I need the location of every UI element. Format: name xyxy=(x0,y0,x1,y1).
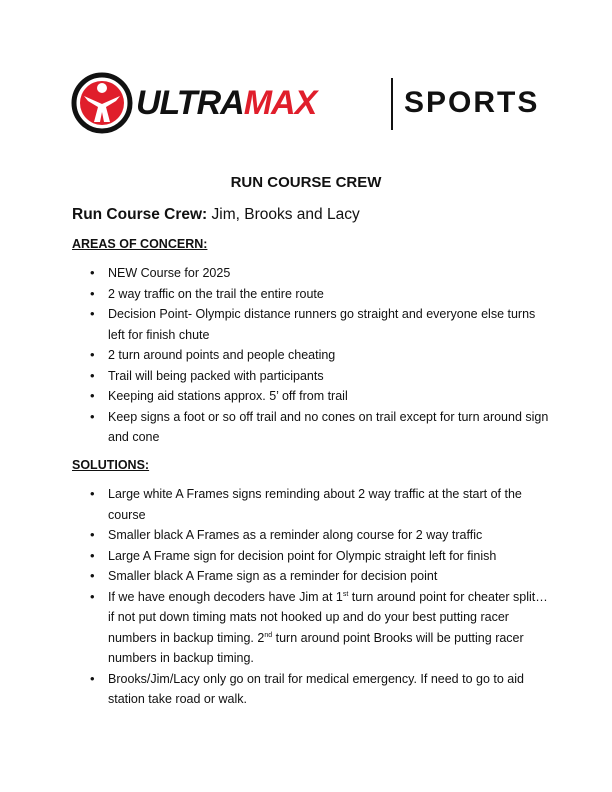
list-item: • Smaller black A Frame sign as a reminder for decision point xyxy=(90,566,550,587)
list-item: • Keeping aid stations approx. 5’ off from trail xyxy=(90,386,550,407)
list-item: • Trail will being packed with participants xyxy=(90,366,550,387)
crew-label: Run Course Crew: xyxy=(72,206,208,223)
list-item: • Large A Frame sign for decision point for Olympic straight left for finish xyxy=(90,546,550,567)
list-item: • Keep signs a foot or so off trail and no cones on trail except for turn around sign and cone xyxy=(90,407,550,448)
list-item: • Large white A Frames signs reminding about 2 way traffic at the start of the course xyxy=(90,484,550,525)
logo-divider xyxy=(391,78,393,130)
list-item: • 2 turn around points and people cheating xyxy=(90,345,550,366)
list-item: • NEW Course for 2025 xyxy=(90,263,550,284)
logo-sports-text: SPORTS xyxy=(404,86,540,119)
crew-names: Jim, Brooks and Lacy xyxy=(211,206,360,223)
solutions-heading: SOLUTIONS: xyxy=(72,458,150,472)
areas-of-concern-heading: AREAS OF CONCERN: xyxy=(72,237,208,251)
areas-of-concern-list xyxy=(90,263,550,448)
page-title: RUN COURSE CREW xyxy=(230,174,382,191)
ultramax-sports-logo xyxy=(70,70,540,136)
crew-line xyxy=(72,205,360,225)
list-item: • 2 way traffic on the trail the entire route xyxy=(90,284,550,305)
logo-wordmark: ULTRAMAX xyxy=(136,84,317,122)
list-item: • If we have enough decoders have Jim at 1st turn around point for cheater split… if not put down timing mats not hooked up and do your best putting racer numbers in backup timing. 2nd turn around point Brooks will be putting racer numbers in backup timing. xyxy=(90,587,550,669)
runner-emblem-icon xyxy=(70,70,134,136)
list-item: • Brooks/Jim/Lacy only go on trail for medical emergency. If need to go to aid station take road or walk. xyxy=(90,669,550,710)
solutions-list xyxy=(90,484,550,710)
list-item: • Decision Point- Olympic distance runners go straight and everyone else turns left for finish chute xyxy=(90,304,550,345)
list-item: • Smaller black A Frames as a reminder along course for 2 way traffic xyxy=(90,525,550,546)
